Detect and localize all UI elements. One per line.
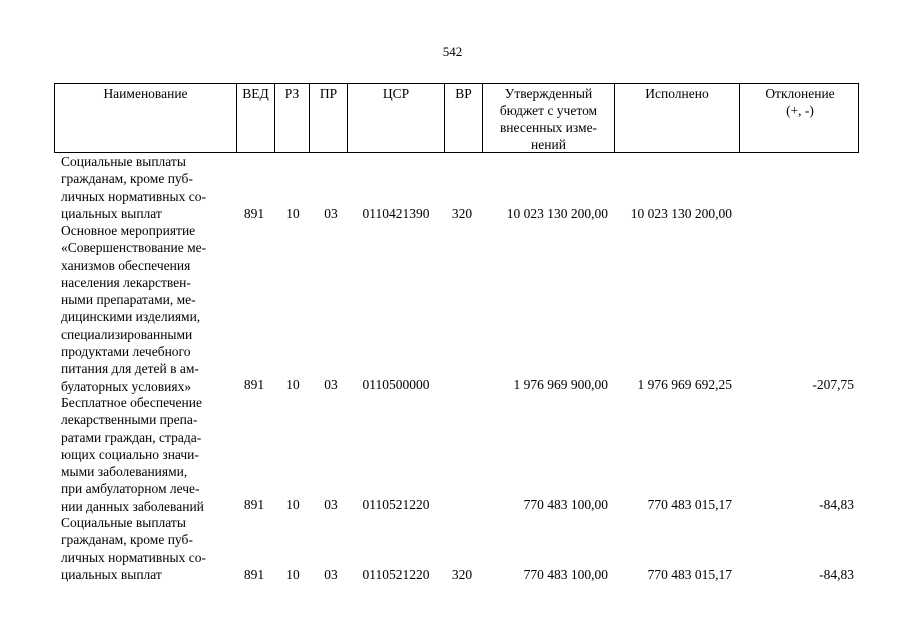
cell-executed: 770 483 015,17 [647,497,732,512]
cell-vr: 320 [451,567,473,582]
cell-deviation: -207,75 [812,377,854,392]
header-ved: ВЕД [236,84,274,152]
row-name-line: ратами граждан, страда- [61,429,202,445]
header-budget-line: бюджет с учетом [499,103,598,118]
row-name-line: ными препаратами, ме- [61,292,196,308]
header-budget-line: внесенных изме- [499,120,598,135]
row-name-line: Бесплатное обеспечение [61,395,202,410]
row-name-line: продуктами лечебного [61,344,191,360]
row-name-line: при амбулаторном лече- [61,481,200,497]
cell-executed: 1 976 969 692,25 [637,377,732,392]
row-name-line: Основное мероприятие [61,223,196,238]
cell-budget: 1 976 969 900,00 [513,377,608,392]
row-name-line: дицинскими изделиями, [61,309,201,325]
header-budget [482,84,614,152]
cell-ved: 891 [243,567,265,582]
row-name-line: нии данных заболеваний [61,498,204,514]
table-header [54,83,859,153]
cell-csr: 0110500000 [362,377,430,392]
header-executed: Исполнено [614,84,739,152]
cell-deviation: -84,83 [819,497,854,512]
row-name-line: питания для детей в ам- [61,361,199,377]
cell-executed: 770 483 015,17 [647,567,732,582]
header-budget-line: Утвержденный [504,86,593,101]
cell-csr: 0110521220 [362,497,430,512]
cell-ved: 891 [243,497,265,512]
row-name-line: личных нормативных со- [61,549,206,565]
row-name-line: циальных выплат [61,205,162,221]
cell-rz: 10 [286,377,300,392]
row-name-line: личных нормативных со- [61,188,206,204]
cell-csr: 0110521220 [362,567,430,582]
cell-budget: 770 483 100,00 [523,567,608,582]
row-name [61,394,237,515]
cell-csr: 0110421390 [362,206,430,221]
header-deviation [739,84,860,152]
row-name [61,514,237,583]
cell-executed: 10 023 130 200,00 [630,206,732,221]
cell-vr: 320 [451,206,473,221]
header-csr: ЦСР [347,84,444,152]
cell-budget: 10 023 130 200,00 [506,206,608,221]
cell-deviation: -84,83 [819,567,854,582]
cell-rz: 10 [286,206,300,221]
row-name-line: Социальные выплаты [61,515,186,530]
row-name-line: мыми заболеваниями, [61,464,188,480]
cell-rz: 10 [286,497,300,512]
row-name-line: лекарственными препа- [61,412,198,428]
row-name-line: «Совершенствование ме- [61,240,207,256]
row-name-line: населения лекарствен- [61,274,191,290]
header-name: Наименование [103,86,188,101]
row-name [61,153,237,222]
header-budget-line: нений [531,137,566,152]
row-name-line: специализированными [61,326,193,342]
cell-pr: 03 [324,497,338,512]
row-name-line: гражданам, кроме пуб- [61,171,193,187]
row-name-line: ханизмов обеспечения [61,257,191,273]
header-deviation-line: (+, -) [786,103,814,118]
row-name-line: циальных выплат [61,566,162,582]
row-name-line: булаторных условиях» [61,378,192,394]
cell-rz: 10 [286,567,300,582]
cell-ved: 891 [243,377,265,392]
cell-budget: 770 483 100,00 [523,497,608,512]
row-name-line: гражданам, кроме пуб- [61,532,193,548]
row-name [61,222,237,395]
cell-pr: 03 [324,206,338,221]
row-name-line: Социальные выплаты [61,154,186,169]
header-vr: ВР [444,84,482,152]
header-pr: ПР [309,84,347,152]
cell-pr: 03 [324,377,338,392]
cell-ved: 891 [243,206,265,221]
page-number: 542 [442,44,463,59]
cell-pr: 03 [324,567,338,582]
row-name-line: ющих социально значи- [61,446,199,462]
header-deviation-line: Отклонение [765,86,835,101]
header-rz: РЗ [274,84,309,152]
